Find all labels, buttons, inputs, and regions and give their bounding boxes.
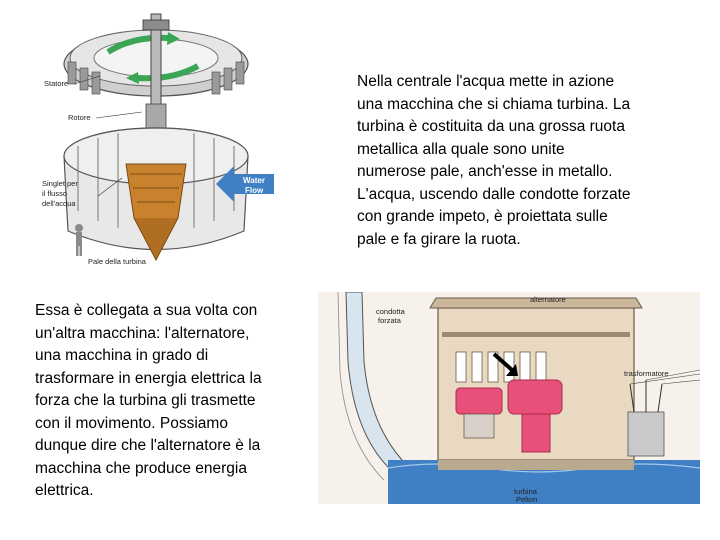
label-pale: Pale della turbina	[88, 257, 146, 266]
label-singlet-2: il flusso	[42, 189, 68, 198]
turbine-illustration	[38, 6, 278, 270]
label-turbina-2: Pelton	[516, 495, 538, 504]
power-plant-illustration	[318, 292, 700, 504]
label-turbina-1: turbina	[514, 487, 537, 496]
label-singlet-3: dell'acqua	[42, 199, 76, 208]
alternator-paragraph: Essa è collegata a sua volta con un'altra macchina: l'alternatore, una macchina in grado di trasformare in energia elettrica la forza che la turbina gli trasmette con il movimento. Possiamo dunque dire che l'alternatore è la macchina che produce energia elettrica.	[35, 302, 262, 499]
water-flow-label-2: Flow	[245, 186, 264, 195]
label-alternatore: alternatore	[530, 295, 566, 304]
label-trasformatore: trasformatore	[624, 369, 669, 378]
label-singlet-1: Singlet per	[42, 179, 78, 188]
water-flow-label-1: Water	[243, 176, 265, 185]
turbine-paragraph: Nella centrale l'acqua mette in azione una macchina che si chiama turbina. La turbina è costituita da una grossa ruota metallica alla quale sono unite numerose pale, anch'esse in metallo. L'acqua, uscendo dalle condotte forzate con grande impeto, è proiettata sulle pale e fa girare la ruota.	[357, 73, 631, 248]
label-rotore: Rotore	[68, 113, 91, 122]
label-statore: Statore	[44, 79, 69, 88]
label-condotta-1: condotta	[376, 307, 405, 316]
label-condotta-2: forzata	[378, 316, 401, 325]
